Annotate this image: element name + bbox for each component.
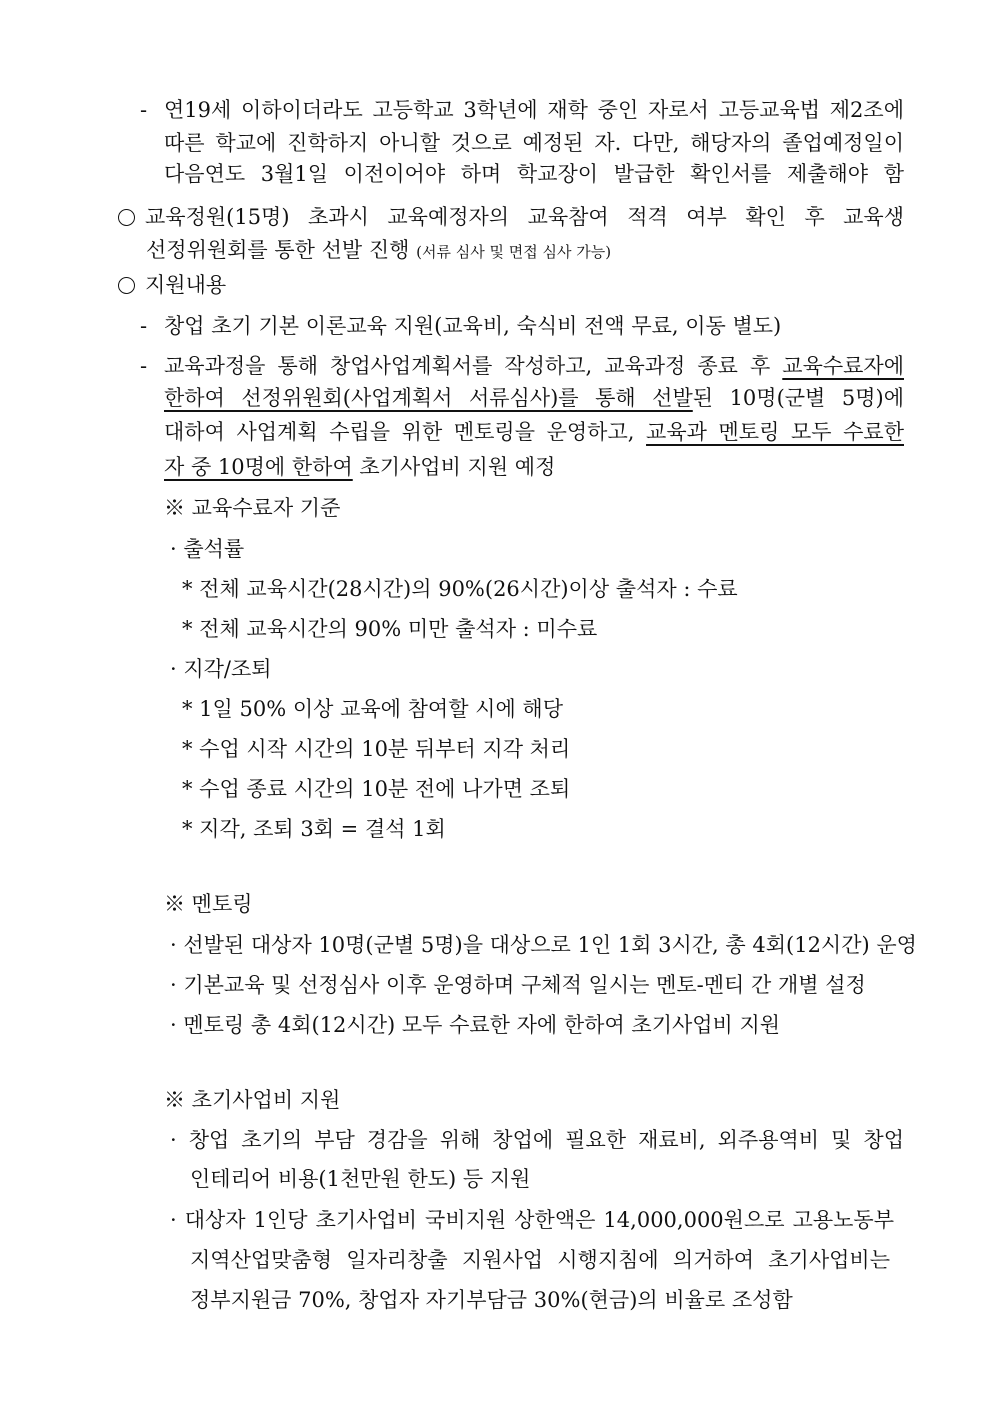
mentoring-item-3: · 멘토링 총 4회(12시간) 모두 수료한 자에 한하여 초기사업비 지원 — [170, 1013, 781, 1037]
late-title: · 지각/조퇴 — [170, 657, 272, 681]
underlined-span: 자 중 10명에 한하여 — [164, 455, 353, 479]
text-span: 초기사업비 지원 예정 — [352, 455, 556, 479]
eligibility-line-1: 연19세 이하이더라도 고등학교 3학년에 재학 중인 자로서 고등교육법 제2조에 — [164, 98, 904, 122]
late-rule-2: * 수업 시작 시간의 10분 뒤부터 지각 처리 — [182, 737, 571, 761]
underlined-span: 한하여 선정위원회(사업계획서 서류심사)를 통해 선발 — [164, 386, 693, 410]
underlined-span: 교육과 멘토링 모두 수료한 — [646, 420, 904, 444]
mentoring-item-2: · 기본교육 및 선정심사 이후 운영하며 구체적 일시는 멘토-멘티 간 개별 설정 — [170, 973, 866, 997]
support-item-2-line-3 — [164, 418, 904, 446]
selection-line-2-wrap — [146, 236, 611, 266]
startup-fund-item-1-line-1: · 창업 초기의 부담 경감을 위해 창업에 필요한 재료비, 외주용역비 및 창업 — [170, 1128, 904, 1152]
startup-fund-item-1-line-2: 인테리어 비용(1천만원 한도) 등 지원 — [190, 1167, 531, 1191]
selection-line-2: 선정위원회를 통한 선발 진행 — [146, 238, 410, 262]
startup-fund-item-2-line-1: · 대상자 1인당 초기사업비 국비지원 상한액은 14,000,000원으로 고용노동부 — [170, 1208, 894, 1232]
mentoring-heading: ※ 멘토링 — [164, 892, 253, 916]
attendance-rule-1: * 전체 교육시간(28시간)의 90%(26시간)이상 출석자 : 수료 — [182, 577, 738, 601]
eligibility-line-3: 다음연도 3월1일 이전이어야 하며 학교장이 발급한 확인서를 제출해야 함 — [164, 162, 904, 186]
late-rule-1: * 1일 50% 이상 교육에 참여할 시에 해당 — [182, 697, 563, 721]
attendance-rule-2: * 전체 교육시간의 90% 미만 출석자 : 미수료 — [182, 617, 598, 641]
selection-item — [118, 203, 904, 231]
late-rule-3: * 수업 종료 시간의 10분 전에 나가면 조퇴 — [182, 777, 571, 801]
underlined-span: 교육수료자에 — [782, 354, 904, 378]
dash-marker: - — [140, 314, 148, 338]
text-span: 대하여 사업계획 수립을 위한 멘토링을 운영하고, — [164, 420, 647, 444]
support-item-2-line-4 — [164, 453, 555, 481]
dash-marker: - — [140, 354, 148, 378]
selection-line-1: 교육정원(15명) 초과시 교육예정자의 교육참여 적격 여부 확인 후 교육생 — [145, 205, 904, 229]
support-item-1: 창업 초기 기본 이론교육 지원(교육비, 숙식비 전액 무료, 이동 별도) — [164, 314, 782, 338]
late-rule-4: * 지각, 조퇴 3회 = 결석 1회 — [182, 817, 446, 841]
support-item-2-line-2 — [164, 384, 904, 412]
text-span: 된 10명(군별 5명)에 — [692, 386, 904, 410]
support-heading-wrap — [118, 271, 226, 299]
startup-fund-item-2-line-2: 지역산업맞춤형 일자리창출 지원사업 시행지침에 의거하여 초기사업비는 — [190, 1248, 890, 1272]
mentoring-item-1: · 선발된 대상자 10명(군별 5명)을 대상으로 1인 1회 3시간, 총 4회(12시간) 운영 — [170, 933, 917, 957]
eligibility-line-2: 따른 학교에 진학하지 아니할 것으로 예정된 자. 다만, 해당자의 졸업예정일이 — [164, 131, 904, 155]
circle-bullet-icon — [118, 277, 135, 294]
startup-fund-heading: ※ 초기사업비 지원 — [164, 1088, 341, 1112]
attendance-title: · 출석률 — [170, 537, 245, 561]
startup-fund-item-2-line-3: 정부지원금 70%, 창업자 자기부담금 30%(현금)의 비율로 조성함 — [190, 1288, 793, 1312]
support-heading: 지원내용 — [145, 273, 227, 297]
text-span: 교육과정을 통해 창업사업계획서를 작성하고, 교육과정 종료 후 — [164, 354, 783, 378]
selection-note: (서류 심사 및 면접 심사 가능) — [416, 243, 612, 261]
dash-marker: - — [140, 98, 148, 122]
support-item-2-line-1 — [164, 352, 904, 380]
circle-bullet-icon — [118, 209, 135, 226]
completion-heading: ※ 교육수료자 기준 — [164, 496, 341, 520]
